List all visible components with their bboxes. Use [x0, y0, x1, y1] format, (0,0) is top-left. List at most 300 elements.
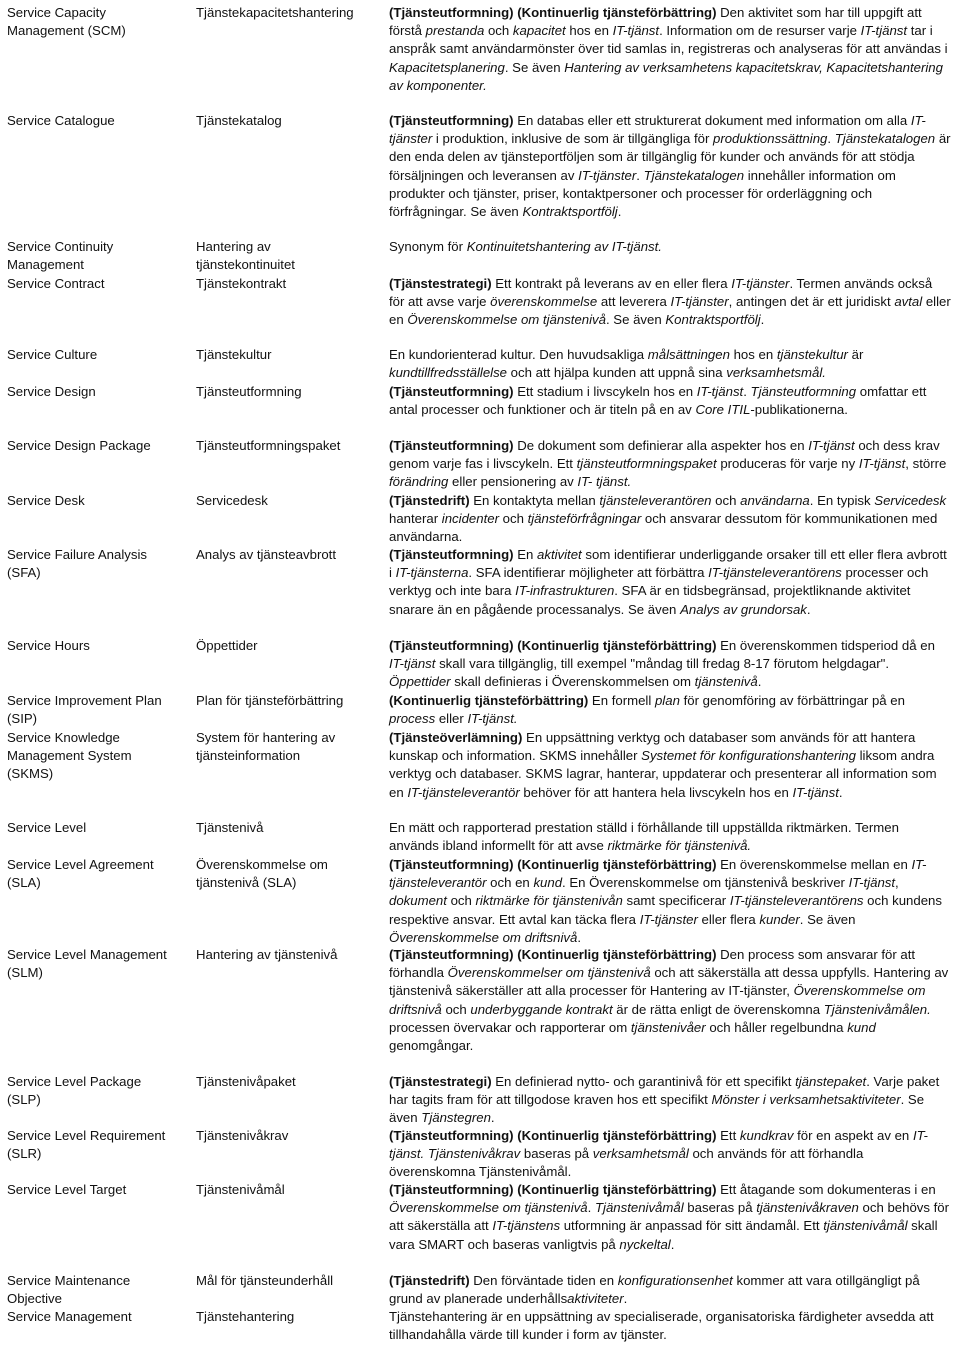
definition-text: dokument — [389, 893, 447, 909]
swedish-term-line: tjänstekontinuitet — [196, 257, 295, 273]
definition-text: , större — [905, 456, 950, 472]
english-term-line: (SLP) — [7, 1092, 41, 1108]
english-term-line: Service Design — [7, 384, 96, 399]
definition-text: innehåller information om produkter och tjänster, priser, kontaktpersoner och processer för orderläggning och förfrågningar. Se även — [389, 167, 900, 220]
definition-text: och håller regelbundna — [705, 1019, 848, 1035]
definition-text: tjänstenivå — [694, 674, 758, 690]
definition-category: (Tjänsteöverlämning) — [389, 730, 523, 745]
definition — [389, 275, 955, 330]
definition-text: . — [757, 674, 762, 690]
definition-text: . — [490, 1110, 495, 1126]
english-term-line: Management — [7, 257, 84, 273]
swedish-term — [196, 1073, 382, 1091]
swedish-term-line: Tjänsteutformning — [196, 384, 302, 399]
english-term-line: Service Knowledge — [7, 730, 120, 745]
definition-text: eller — [435, 711, 468, 727]
english-term-line: Service Level Requirement — [7, 1128, 166, 1143]
swedish-term-line: Tjänstenivåmål — [196, 1182, 285, 1197]
english-term-line: (SFA) — [7, 565, 41, 581]
definition — [389, 346, 951, 382]
definition-text: och att hjälpa kunden att uppnå sina — [507, 365, 727, 381]
definition-text: Mönster i verksamhetsaktiviteter — [711, 1092, 901, 1108]
english-term — [7, 692, 187, 728]
definition-text: prestanda — [425, 23, 485, 39]
definition-text: eller pensionering av — [448, 474, 578, 490]
definition-text: Tjänstenivåmålen. — [823, 1001, 931, 1017]
definition-text: och ansvarar dessutom för kommunikationen med användarna. — [389, 511, 942, 545]
swedish-term — [196, 238, 382, 274]
definition-text: Hantering av verksamhetens kapacitetskrav, Kapacitetshantering av komponenter. — [389, 59, 947, 93]
definition-text: användarna — [740, 493, 810, 508]
definition-text: aktivitet — [537, 547, 582, 562]
definition-text: IT-tjänstens — [492, 1218, 561, 1234]
definition-text: och — [441, 1001, 471, 1017]
swedish-term — [196, 346, 382, 364]
english-term — [7, 729, 187, 784]
definition-text: baseras på — [520, 1146, 593, 1162]
definition-text: IT-tjänst — [858, 456, 906, 472]
definition-text: . — [617, 204, 622, 220]
english-term-line: (SLR) — [7, 1146, 42, 1162]
definition-category: (Tjänsteutformning) (Kontinuerlig tjänsteförbättring) — [389, 1182, 717, 1197]
swedish-term — [196, 729, 382, 765]
definition-text: IT-tjänst. — [467, 711, 518, 727]
definition-text: produceras för varje ny — [716, 456, 859, 472]
definition-text: Kontraktsportfölj — [522, 204, 618, 220]
definition-text: . — [806, 601, 811, 617]
definition-text: eller flera — [697, 911, 760, 927]
definition-text: IT-tjänster — [731, 276, 790, 291]
definition-category: (Tjänsteutformning) — [389, 113, 514, 128]
swedish-term — [196, 1308, 382, 1326]
definition-text: och behövs för att säkerställa att — [389, 1200, 953, 1234]
definition — [389, 383, 951, 419]
swedish-term — [196, 275, 382, 293]
definition — [389, 112, 955, 221]
swedish-term-line: Tjänstenivå — [196, 820, 264, 835]
english-term — [7, 437, 187, 455]
definition-text: Synonym för — [389, 239, 467, 254]
swedish-term-line: tjänsteinformation — [196, 748, 301, 764]
definition-text: eller en — [389, 294, 955, 328]
definition-category: (Tjänsteutformning) (Kontinuerlig tjänsteförbättring) — [389, 638, 717, 653]
definition — [389, 238, 951, 256]
definition-text: tjänstenivåkraven — [756, 1200, 859, 1216]
swedish-term — [196, 856, 382, 892]
definition-text: tjänstekultur — [776, 347, 848, 362]
english-term — [7, 856, 187, 892]
definition-text: Servicedesk — [874, 493, 947, 508]
swedish-term — [196, 112, 382, 130]
definition-text: . Varje paket har tagits fram för att tillgodose kraven hos ett specifikt — [389, 1074, 943, 1108]
definition — [389, 856, 951, 947]
definition-text: Öppettider — [389, 674, 451, 690]
definition-text: kunder — [759, 911, 800, 927]
definition-text: riktmärke för tjänstenivån — [475, 893, 623, 909]
definition-text: och — [498, 511, 528, 527]
definition-text: En kontaktyta mellan — [469, 493, 600, 508]
english-term-line: (SLM) — [7, 965, 43, 981]
definition-text: Systemet för konfigurationshantering — [641, 748, 856, 764]
english-term — [7, 492, 187, 510]
definition-text: . Information om de resurser varje — [659, 23, 861, 39]
definition-text: Tjänstehantering är en uppsättning av specialiserade, organisatoriska färdigheter avsedda att tillhandahålla värde till kunder i form av tjänster. — [389, 1309, 938, 1343]
definition-category: (Tjänstedrift) — [389, 1273, 470, 1288]
definition — [389, 637, 951, 692]
definition-text: Analys av grundorsak — [680, 601, 807, 617]
definition-text: Kapacitetsplanering — [389, 59, 505, 75]
definition-text: incidenter — [441, 511, 499, 527]
definition — [389, 1127, 951, 1182]
definition-text: IT-tjänster — [578, 167, 637, 183]
definition-text: IT-tjänsteleverantörens — [708, 565, 842, 581]
definition-text: . — [743, 384, 751, 399]
definition-text: . SFA identifierar möjligheter att förbättra — [468, 565, 709, 581]
definition-text: samt specificerar — [622, 893, 730, 909]
definition-text: kommer att vara otillgängligt på grund av planerade underhålls — [389, 1273, 924, 1307]
swedish-term-line: Överenskommelse om — [196, 857, 328, 872]
definition-text: . — [623, 1291, 628, 1307]
swedish-term-line: Analys av tjänsteavbrott — [196, 547, 337, 562]
definition-text: . Se även — [799, 911, 860, 927]
definition-text: Ett stadium i livscykeln hos en — [513, 384, 697, 399]
definition-text: . — [636, 167, 644, 183]
definition-text: En överenskommen tidsperiod då en — [716, 638, 939, 653]
definition-text: En kundorienterad kultur. Den huvudsakliga — [389, 347, 648, 362]
english-term — [7, 238, 187, 274]
definition-text: Den förväntade tiden en — [469, 1273, 618, 1288]
definition-text: processer och verktyg och inte bara — [389, 565, 932, 599]
swedish-term-line: Öppettider — [196, 638, 258, 653]
definition-text: underbyggande kontrakt — [470, 1001, 613, 1017]
definition-text: omfattar ett antal processer och funktioner och är titeln på en av — [389, 384, 931, 418]
swedish-term — [196, 819, 382, 837]
definition-text: hos en — [729, 347, 777, 362]
definition-text: och — [711, 493, 741, 508]
swedish-term-line: tjänstenivå (SLA) — [196, 875, 297, 891]
definition-text: hos en — [565, 23, 613, 39]
definition-text: förändring — [389, 474, 449, 490]
definition — [389, 1272, 951, 1308]
swedish-term-line: Tjänstekapacitetshantering — [196, 5, 354, 20]
definition-category: (Tjänstestrategi) — [389, 1074, 492, 1089]
definition-text: Kontinuitetshantering av IT-tjänst. — [466, 239, 662, 254]
english-term-line: Management System — [7, 748, 132, 764]
definition-category: (Tjänsteutformning) — [389, 384, 514, 399]
definition-text: genomgångar. — [389, 1019, 880, 1054]
swedish-term — [196, 1272, 382, 1290]
definition-text: IT-tjänst — [860, 23, 908, 39]
definition-text: process — [389, 711, 436, 727]
definition-text: Den aktivitet som har till uppgift att förstå — [389, 5, 926, 39]
english-term — [7, 4, 187, 40]
definition-text: -publikationerna. — [750, 402, 848, 418]
definition-text: är de rätta enligt de överenskomna — [612, 1001, 824, 1017]
english-term-line: Service Capacity — [7, 5, 106, 20]
definition-text: Tjänstekatalogen — [643, 167, 745, 183]
english-term — [7, 275, 187, 293]
english-term — [7, 1073, 187, 1109]
definition-text: Tjänstegren — [421, 1110, 491, 1126]
definition-text: En — [513, 547, 538, 562]
definition-text: verksamhetsmål — [592, 1146, 689, 1162]
definition-text: , antingen det är ett juridiskt — [728, 294, 895, 310]
english-term-line: Objective — [7, 1291, 62, 1307]
swedish-term-line: Plan för tjänsteförbättring — [196, 693, 344, 708]
definition-category: (Kontinuerlig tjänsteförbättring) — [389, 693, 589, 708]
definition-text: skall definieras i Överenskommelsen om — [450, 674, 695, 690]
definition-text: tjänstenivåmål — [823, 1218, 908, 1234]
swedish-term-line: Hantering av — [196, 239, 271, 254]
definition-text: är — [847, 347, 868, 362]
swedish-term-line: Tjänstekultur — [196, 347, 272, 362]
definition-text: Tjänstekatalogen — [834, 131, 936, 147]
definition-text: behöver för att hantera hela livscykeln hos en — [519, 784, 793, 800]
swedish-term — [196, 437, 382, 455]
english-term — [7, 112, 187, 130]
english-term — [7, 1308, 187, 1326]
definition-text: En databas eller ett strukturerat dokument med information om alla — [513, 113, 911, 128]
english-term-line: Service Maintenance — [7, 1273, 131, 1288]
definition-text: IT-tjänsteleverantörens — [729, 893, 864, 909]
definition-text: . Se även — [605, 312, 666, 328]
definition-text: Core ITIL — [695, 402, 751, 418]
definition-text: IT-tjänst — [808, 438, 855, 453]
definition-text: och kundens respektive ansvar. Ett avtal kan täcka flera — [389, 893, 946, 927]
english-term-line: Service Failure Analysis — [7, 547, 147, 562]
swedish-term — [196, 383, 382, 401]
definition-text: IT-tjänst — [696, 384, 744, 399]
english-term-line: Service Contract — [7, 276, 105, 291]
definition-text: och — [484, 23, 513, 39]
definition-text: . En typisk — [809, 493, 875, 508]
definition-text: Kontraktsportfölj — [665, 312, 761, 328]
definition-text: skall vara tillgänglig, till exempel "måndag till fredag 8-17 förutom helgdagar". — [435, 656, 893, 672]
definition-text: kundtillfredsställelse — [389, 365, 508, 381]
definition — [389, 546, 951, 619]
definition-text: . Se även — [504, 59, 565, 75]
definition-text: tar i anspråk samt användarmönster över tid samlas in, registreras och analyseras för att användas i — [389, 23, 952, 57]
definition-text: IT-tjänst — [612, 23, 660, 39]
definition-text: Tjänstenivåkrav — [427, 1146, 521, 1162]
definition-text: IT- tjänst. — [577, 474, 632, 490]
definition-text: tjänsteleverantören — [599, 493, 712, 508]
english-term — [7, 1272, 187, 1308]
swedish-term — [196, 946, 382, 964]
definition-text: Ett åtagande som dokumenteras i en — [716, 1182, 940, 1197]
english-term — [7, 1127, 187, 1163]
swedish-term — [196, 1127, 382, 1145]
definition-text: . — [760, 312, 765, 328]
definition-text: , — [895, 875, 903, 891]
english-term-line: Service Level Package — [7, 1074, 142, 1089]
swedish-term-line: Tjänstenivåkrav — [196, 1128, 289, 1143]
english-term-line: Management (SCM) — [7, 23, 126, 39]
definition-text: tjänstenivåer — [630, 1019, 706, 1035]
definition-text: kapacitet — [512, 23, 566, 39]
definition-text: IT-tjänsterna — [395, 565, 469, 581]
definition-category: (Tjänsteutformning) — [389, 438, 514, 453]
definition-text: Ett — [716, 1128, 740, 1143]
definition-text: IT-tjänst. — [389, 1128, 928, 1162]
definition-category: (Tjänstedrift) — [389, 493, 470, 508]
definition-text: Tjänstenivåmål — [594, 1200, 684, 1216]
english-term — [7, 946, 187, 982]
definition-text: Överenskommelse om driftsnivå — [389, 929, 578, 945]
definition-text: kund — [847, 1019, 876, 1035]
definition — [389, 1308, 951, 1344]
definition-text: riktmärke för tjänstenivå. — [607, 838, 752, 854]
definition-text: IT-tjänst — [848, 875, 896, 891]
definition-text: och en — [486, 875, 534, 891]
definition-text: i produktion, inklusive de som är tillgängliga för — [432, 131, 713, 147]
swedish-term-line: Servicedesk — [196, 493, 268, 508]
english-term-line: (SLA) — [7, 875, 41, 891]
english-term-line: Service Hours — [7, 638, 90, 653]
definition-text: avtal — [894, 294, 923, 310]
definition-text: Den process som ansvarar för att förhandla — [389, 947, 919, 981]
definition-text: IT-infrastrukturen — [515, 583, 615, 599]
english-term-line: Service Culture — [7, 347, 98, 362]
definition-text: processen övervakar och rapporterar om — [389, 1001, 935, 1035]
definition-text: . — [587, 1200, 595, 1216]
english-term-line: (SIP) — [7, 711, 38, 727]
english-term — [7, 346, 187, 364]
definition-text: IT-tjänster — [670, 294, 729, 310]
definition-text: att leverera — [597, 294, 671, 310]
definition-text: nyckeltal — [619, 1236, 671, 1252]
english-term-line: Service Level — [7, 820, 87, 835]
definition-text: . SFA är en tidsbegränsad, projektliknande aktivitet snarare än en pågående processanalys. Se även — [389, 583, 915, 617]
definition-text: En formell — [588, 693, 655, 708]
definition-text: En uppsättning verktyg och databaser som används för att hantera kunskap och information. SKMS innehåller — [389, 730, 919, 764]
definition — [389, 946, 951, 1055]
definition-text: kund — [533, 875, 563, 891]
definition-text: IT-tjänst — [389, 656, 436, 672]
english-term-line: Service Continuity — [7, 239, 114, 254]
definition-text: kundkrav — [739, 1128, 794, 1143]
definition-text: överenskommelse — [490, 294, 598, 310]
swedish-term — [196, 546, 382, 564]
swedish-term-line: Mål för tjänsteunderhåll — [196, 1273, 334, 1288]
definition-text: Överenskommelse om tjänstenivå — [407, 312, 606, 328]
definition-text: IT-tjänster — [639, 911, 698, 927]
definition-text: . Se även — [389, 1092, 928, 1126]
english-term-line: Service Desk — [7, 493, 85, 508]
english-term-line: Service Improvement Plan — [7, 693, 162, 708]
english-term-line: Service Level Management — [7, 947, 167, 962]
definition-text: utformning är anpassad för sitt ändamål. Ett — [560, 1218, 824, 1234]
definition-text: IT-tjänst — [792, 784, 839, 800]
definition-category: (Tjänsteutformning) (Kontinuerlig tjänsteförbättring) — [389, 857, 717, 872]
definition-text: som identifierar underliggande orsaker till ett eller flera avbrott i — [389, 547, 951, 581]
definition-text: hanterar — [389, 493, 950, 527]
definition-text: och — [446, 893, 476, 909]
definition-text: konfigurationsenhet — [617, 1273, 733, 1288]
definition-text: En mätt och rapporterad prestation ställd i förhållande till uppställda riktmärken. Termen används ibland informellt för att avse — [389, 820, 903, 854]
english-term — [7, 546, 187, 582]
definition-text: IT-tjänster — [389, 113, 926, 147]
definition-text: målsättningen — [647, 347, 730, 362]
definition-category: (Tjänsteutformning) (Kontinuerlig tjänsteförbättring) — [389, 947, 717, 962]
definition-text: för genomföring av förbättringar på en — [679, 693, 909, 708]
definition-text: . Termen används också för att avse varje — [389, 276, 936, 310]
definition-text: En definierad nytto- och garantinivå för ett specifikt — [491, 1074, 796, 1089]
definition-text: . — [670, 1236, 675, 1252]
definition-text: Överenskommelse om tjänstenivå — [389, 1200, 588, 1216]
definition — [389, 4, 951, 95]
swedish-term-line: System för hantering av — [196, 730, 336, 745]
definition-text: . — [577, 929, 582, 945]
definition-text: tjänsteförfrågningar — [527, 511, 642, 527]
definition — [389, 819, 951, 855]
definition-text: Överenskommelse om driftsnivå — [389, 983, 930, 1017]
definition-text: Tjänsteutformning — [750, 384, 857, 399]
definition-text: aktiviteter — [567, 1291, 624, 1307]
definition-text: verksamhetsmål. — [726, 365, 826, 381]
english-term-line: Service Catalogue — [7, 113, 115, 128]
definition-text: och dess krav genom varje fas i livscykeln. Ett — [389, 438, 944, 472]
definition-text: är den enda delen av tjänsteportföljen som är tillgänglig för kunder och används för att stödja försäljningen och leveransen av — [389, 131, 955, 183]
english-term-line: Service Design Package — [7, 438, 151, 453]
swedish-term — [196, 4, 382, 22]
definition — [389, 1181, 951, 1254]
swedish-term-line: Tjänstekontrakt — [196, 276, 287, 291]
definition-text: Överenskommelser om tjänstenivå — [447, 965, 651, 981]
english-term — [7, 819, 187, 837]
definition — [389, 492, 951, 547]
definition-text: . — [827, 131, 835, 147]
definition-category: (Tjänsteutformning) — [389, 547, 514, 562]
definition-text: IT-tjänsteleverantör — [407, 784, 520, 800]
swedish-term — [196, 637, 382, 655]
english-term-line: Service Level Agreement — [7, 857, 154, 872]
definition-text: IT-tjänsteleverantör — [389, 857, 927, 891]
english-term-line: (SKMS) — [7, 766, 54, 782]
definition-text: En överenskommelse mellan en — [716, 857, 912, 872]
definition-text: och används för att förhandla överenskomna Tjänstenivåmål. — [389, 1146, 867, 1180]
english-term-line: Service Management — [7, 1309, 132, 1324]
definition — [389, 1073, 951, 1128]
swedish-term-line: Hantering av tjänstenivå — [196, 947, 338, 962]
swedish-term — [196, 492, 382, 510]
swedish-term-line: Tjänsteutformningspaket — [196, 438, 341, 453]
definition — [389, 437, 951, 492]
definition-text: produktionssättning — [713, 131, 828, 147]
definition-text: . En Överenskommelse om tjänstenivå beskriver — [562, 875, 849, 891]
definition — [389, 729, 951, 802]
definition-category: (Tjänsteutformning) (Kontinuerlig tjänsteförbättring) — [389, 5, 717, 20]
definition-text: . — [838, 784, 843, 800]
swedish-term-line: Tjänstehantering — [196, 1309, 295, 1324]
swedish-term — [196, 1181, 382, 1199]
definition-text: De dokument som definierar alla aspekter hos en — [513, 438, 809, 453]
definition — [389, 692, 951, 728]
definition-text: tjänstepaket — [795, 1074, 867, 1089]
definition-text: liksom andra verktyg och databaser. SKMS lagrar, hanterar, uppdaterar och presenterar all information som en — [389, 748, 941, 800]
definition-text: för en aspekt av en — [793, 1128, 913, 1143]
definition-text: plan — [654, 693, 680, 708]
swedish-term-line: Tjänstenivåpaket — [196, 1074, 296, 1089]
definition-category: (Tjänstestrategi) — [389, 276, 492, 291]
definition-text: baseras på — [683, 1200, 757, 1216]
definition-text: tjänsteutformningspaket — [576, 456, 717, 472]
english-term — [7, 383, 187, 401]
english-term-line: Service Level Target — [7, 1182, 127, 1197]
swedish-term — [196, 692, 382, 710]
english-term — [7, 637, 187, 655]
swedish-term-line: Tjänstekatalog — [196, 113, 282, 128]
